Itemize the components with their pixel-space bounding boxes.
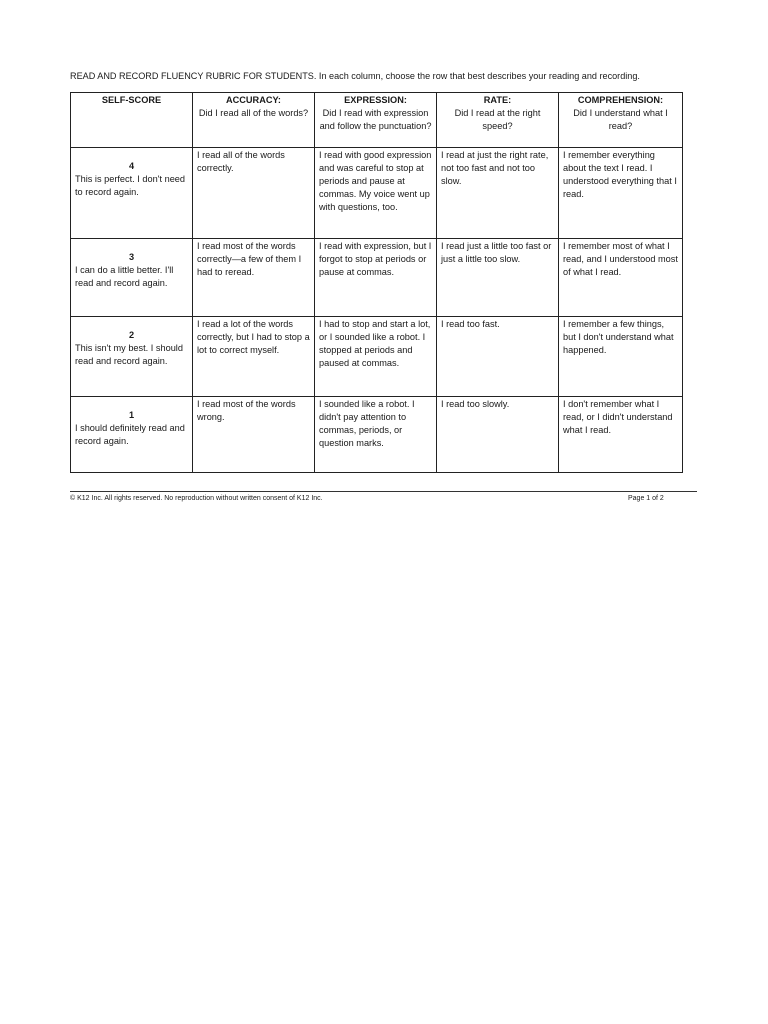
rate-cell: I read too fast. <box>437 317 559 397</box>
table-row <box>71 148 683 239</box>
header-rate-title: RATE: <box>483 95 512 105</box>
score-description: I can do a little better. I'll read and record again. <box>75 265 174 288</box>
expression-cell: I read with good expression and was careful to stop at periods and pause at commas. My voice went up with questions, too. <box>315 148 437 239</box>
accuracy-cell: I read all of the words correctly. <box>193 148 315 239</box>
header-accuracy-question: Did I read all of the words? <box>198 108 309 118</box>
header-accuracy-title: ACCURACY: <box>226 95 281 105</box>
header-comprehension <box>559 93 683 148</box>
score-description: I should definitely read and record again. <box>75 423 185 446</box>
score-number: 3 <box>128 252 135 262</box>
copyright-notice: © K12 Inc. All rights reserved. No reproduction without written consent of K12 Inc. <box>70 495 323 502</box>
table-row <box>71 397 683 473</box>
header-rate <box>437 93 559 148</box>
header-row <box>71 93 683 148</box>
expression-cell: I had to stop and start a lot, or I sounded like a robot. I stopped at periods and paused at commas. <box>315 317 437 397</box>
accuracy-cell: I read most of the words wrong. <box>193 397 315 473</box>
header-self-score-title: SELF-SCORE <box>101 95 162 105</box>
header-expression-title: EXPRESSION: <box>344 95 407 105</box>
table-row <box>71 317 683 397</box>
page-number: Page 1 of 2 <box>628 495 664 502</box>
self-score-cell <box>71 317 193 397</box>
accuracy-cell: I read most of the words correctly—a few of them I had to reread. <box>193 239 315 317</box>
comprehension-cell: I remember most of what I read, and I understood most of what I read. <box>559 239 683 317</box>
score-number: 1 <box>128 410 135 420</box>
comprehension-cell: I don't remember what I read, or I didn't understand what I read. <box>559 397 683 473</box>
self-score-cell <box>71 148 193 239</box>
fluency-rubric-table <box>70 92 683 473</box>
header-expression-question: Did I read with expression and follow the punctuation? <box>319 108 432 131</box>
header-accuracy <box>193 93 315 148</box>
header-comprehension-title: COMPREHENSION: <box>577 95 664 105</box>
accuracy-cell: I read a lot of the words correctly, but I had to stop a lot to correct myself. <box>193 317 315 397</box>
expression-cell: I read with expression, but I forgot to stop at periods or pause at commas. <box>315 239 437 317</box>
comprehension-cell: I remember everything about the text I read. I understood everything that I read. <box>559 148 683 239</box>
table-row <box>71 239 683 317</box>
score-number: 4 <box>128 161 135 171</box>
score-description: This is perfect. I don't need to record again. <box>75 174 186 197</box>
rate-cell: I read at just the right rate, not too fast and not too slow. <box>437 148 559 239</box>
footer-divider <box>70 491 697 492</box>
header-expression <box>315 93 437 148</box>
self-score-cell <box>71 239 193 317</box>
score-description: This isn't my best. I should read and record again. <box>75 343 183 366</box>
header-self-score <box>71 93 193 148</box>
header-comprehension-question: Did I understand what I read? <box>573 108 668 131</box>
rate-cell: I read too slowly. <box>437 397 559 473</box>
header-rate-question: Did I read at the right speed? <box>454 108 541 131</box>
rate-cell: I read just a little too fast or just a little too slow. <box>437 239 559 317</box>
expression-cell: I sounded like a robot. I didn't pay attention to commas, periods, or question marks. <box>315 397 437 473</box>
score-number: 2 <box>128 330 135 340</box>
comprehension-cell: I remember a few things, but I don't understand what happened. <box>559 317 683 397</box>
self-score-cell <box>71 397 193 473</box>
rubric-instructions: READ AND RECORD FLUENCY RUBRIC FOR STUDENTS. In each column, choose the row that best describes your reading and recording. <box>70 71 640 81</box>
